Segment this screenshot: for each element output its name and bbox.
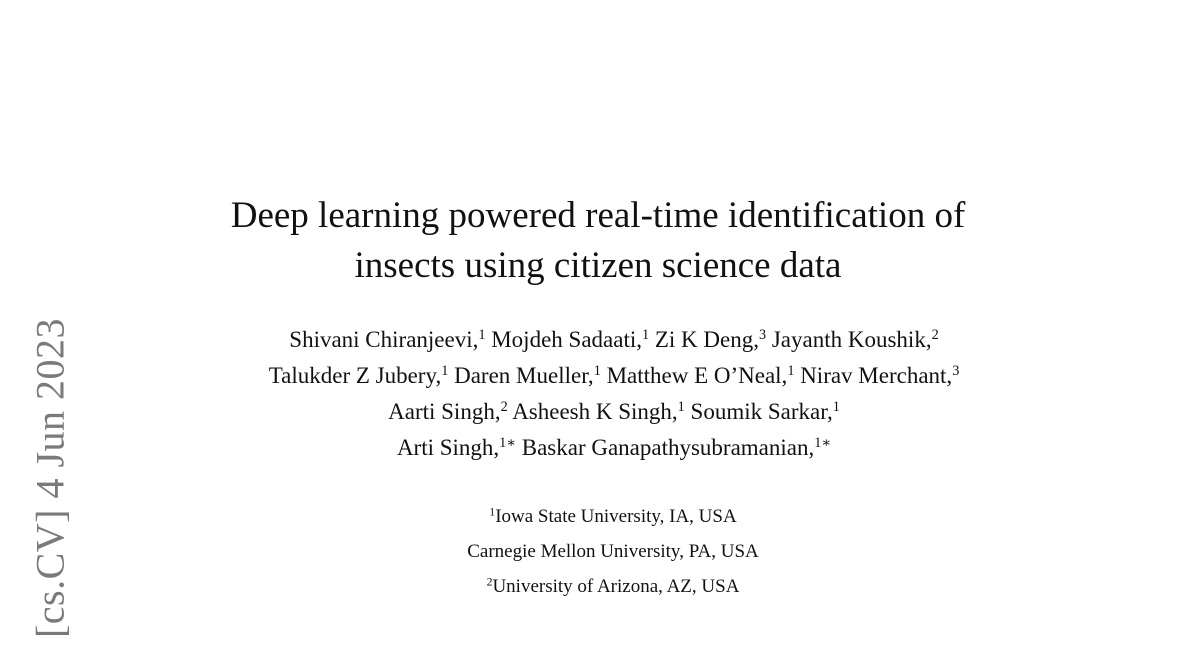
author-name: Talukder Z Jubery,: [268, 363, 442, 388]
author-affiliation-mark: 1: [787, 363, 795, 380]
author-affiliation-mark: 3: [952, 363, 960, 380]
affiliation-line: [0, 499, 1200, 534]
author-list: [0, 322, 1200, 466]
affiliation-text: Carnegie Mellon University, PA, USA: [467, 541, 759, 562]
title-line-2: insects using citizen science data: [354, 245, 842, 286]
author-affiliation-mark: 1: [593, 363, 601, 380]
author-line: [0, 394, 1200, 430]
author-name: Mojdeh Sadaati,: [491, 327, 642, 352]
author-affiliation-mark: 1: [478, 327, 486, 344]
author-name: Asheesh K Singh,: [512, 399, 678, 424]
author-name: Jayanth Koushik,: [771, 327, 932, 352]
author-name: Zi K Deng,: [654, 327, 759, 352]
affiliation-mark: 1: [489, 505, 496, 519]
author-affiliation-mark: 1∗: [499, 435, 516, 452]
author-name: Matthew E O’Neal,: [606, 363, 788, 388]
affiliation-line: [0, 534, 1200, 569]
author-affiliation-mark: 1: [441, 363, 449, 380]
author-name: Shivani Chiranjeevi,: [289, 327, 479, 352]
author-affiliation-mark: 2: [500, 399, 508, 416]
arxiv-stamp: [cs.CV] 4 Jun 2023: [27, 317, 73, 639]
abstract-text-cutoff: [156, 641, 1036, 655]
author-name: Arti Singh,: [396, 435, 500, 460]
author-name: Nirav Merchant,: [800, 363, 953, 388]
author-line: [0, 358, 1200, 394]
affiliation-text: University of Arizona, AZ, USA: [492, 576, 740, 597]
author-line: [0, 430, 1200, 466]
author-affiliation-mark: 1: [677, 399, 685, 416]
author-affiliation-mark: 2: [931, 327, 939, 344]
author-name: Soumik Sarkar,: [690, 399, 833, 424]
author-affiliation-mark: 1: [641, 327, 650, 344]
author-affiliation-mark: 3: [758, 327, 767, 344]
affiliation-line: [0, 569, 1200, 604]
affiliation-text: Iowa State University, IA, USA: [495, 506, 737, 527]
paper-title: [0, 191, 1196, 291]
author-name: Daren Mueller,: [454, 363, 594, 388]
affiliation-list: [0, 499, 1200, 604]
author-affiliation-mark: 1∗: [814, 435, 832, 452]
author-line: [0, 322, 1200, 358]
author-name: Aarti Singh,: [388, 399, 501, 424]
author-affiliation-mark: 1: [832, 399, 840, 416]
author-name: Baskar Ganapathysubramanian,: [521, 435, 815, 460]
affiliation-mark: 2: [486, 575, 493, 589]
title-line-1: Deep learning powered real-time identification of: [230, 195, 966, 236]
